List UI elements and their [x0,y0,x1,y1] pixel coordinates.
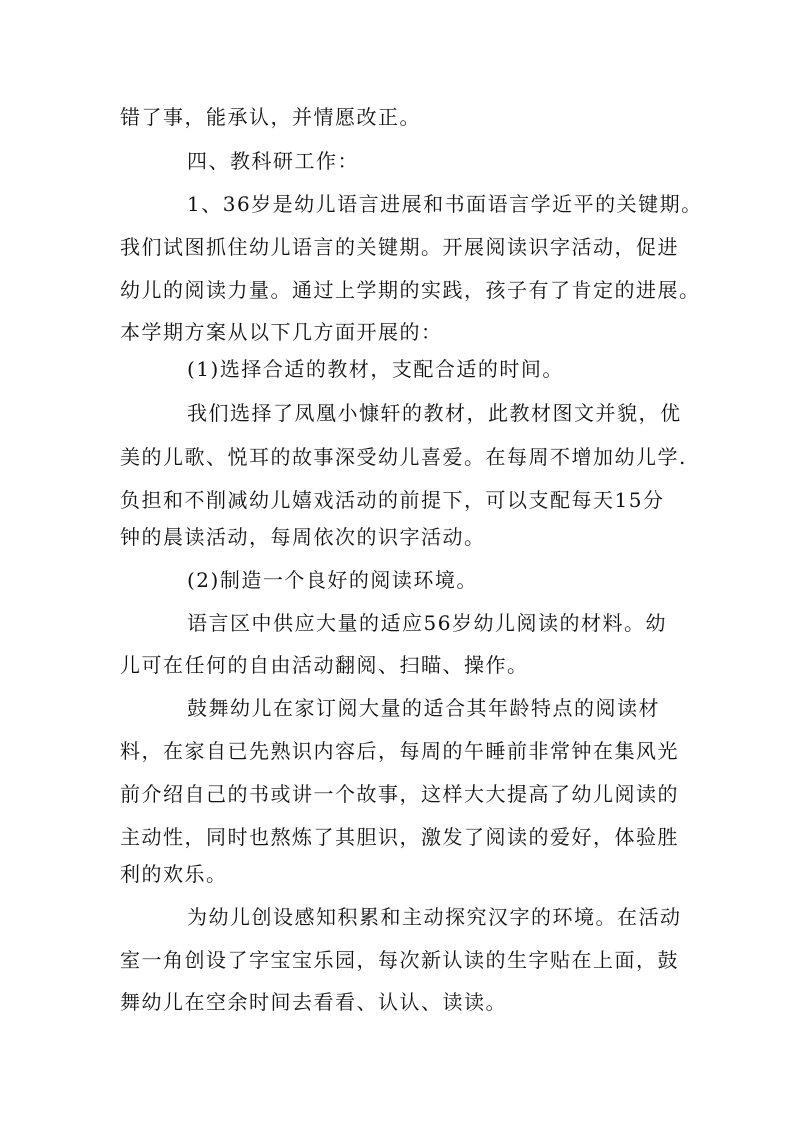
text-line: 错了事，能承认，并情愿改正。 [120,105,421,129]
text-line: 前介绍自己的书或讲一个故事，这样大大提高了幼儿阅读的 [120,782,679,806]
text-line: 1、36岁是幼儿语言进展和书面语言学近平的关键期。 [187,192,703,216]
section-heading: 四、教科研工作： [187,149,359,173]
text-line: 幼儿的阅读力量。通过上学期的实践，孩子有了肯定的进展。 [120,278,701,302]
text-line: 语言区中供应大量的适应56岁幼儿阅读的材料。幼 [187,611,667,635]
subheading: (2)制造一个良好的阅读环境。 [187,568,478,592]
text-line: 儿可在任何的自由活动翻阅、扫瞄、操作。 [120,653,529,677]
text-line: 鼓舞幼儿在家订阅大量的适合其年龄特点的阅读材 [187,696,660,720]
text-line: 利的欢乐。 [120,862,228,886]
text-line: 我们选择了凤凰小慷轩的教材，此教材图文并貌，优 [187,401,682,425]
text-line: 本学期方案从以下几方面开展的： [120,320,443,344]
text-line: 美的儿歌、悦耳的故事深受幼儿喜爱。在每周不增加幼儿学. [120,445,687,469]
text-line: 舞幼儿在空余时间去看看、认认、读读。 [120,990,507,1014]
text-line: 料，在家自已先熟识内容后，每周的午睡前非常钟在集风光 [120,739,679,763]
text-line: 我们试图抓住幼儿语言的关键期。开展阅读识字活动，促进 [120,235,679,259]
text-line: 负担和不削减幼儿嬉戏活动的前提下，可以支配每天15分 [120,488,665,512]
text-line: 钟的晨读活动，每周依次的识字活动。 [120,525,486,549]
text-line: 室一角创设了字宝宝乐园，每次新认读的生字贴在上面，鼓 [120,948,679,972]
text-line: 为幼儿创设感知积累和主动探究汉字的环境。在活动 [187,905,682,929]
text-line: 主动性，同时也熬炼了其胆识，激发了阅读的爱好，体验胜 [120,825,679,849]
subheading: (1)选择合适的教材，支配合适的时间。 [187,357,564,381]
